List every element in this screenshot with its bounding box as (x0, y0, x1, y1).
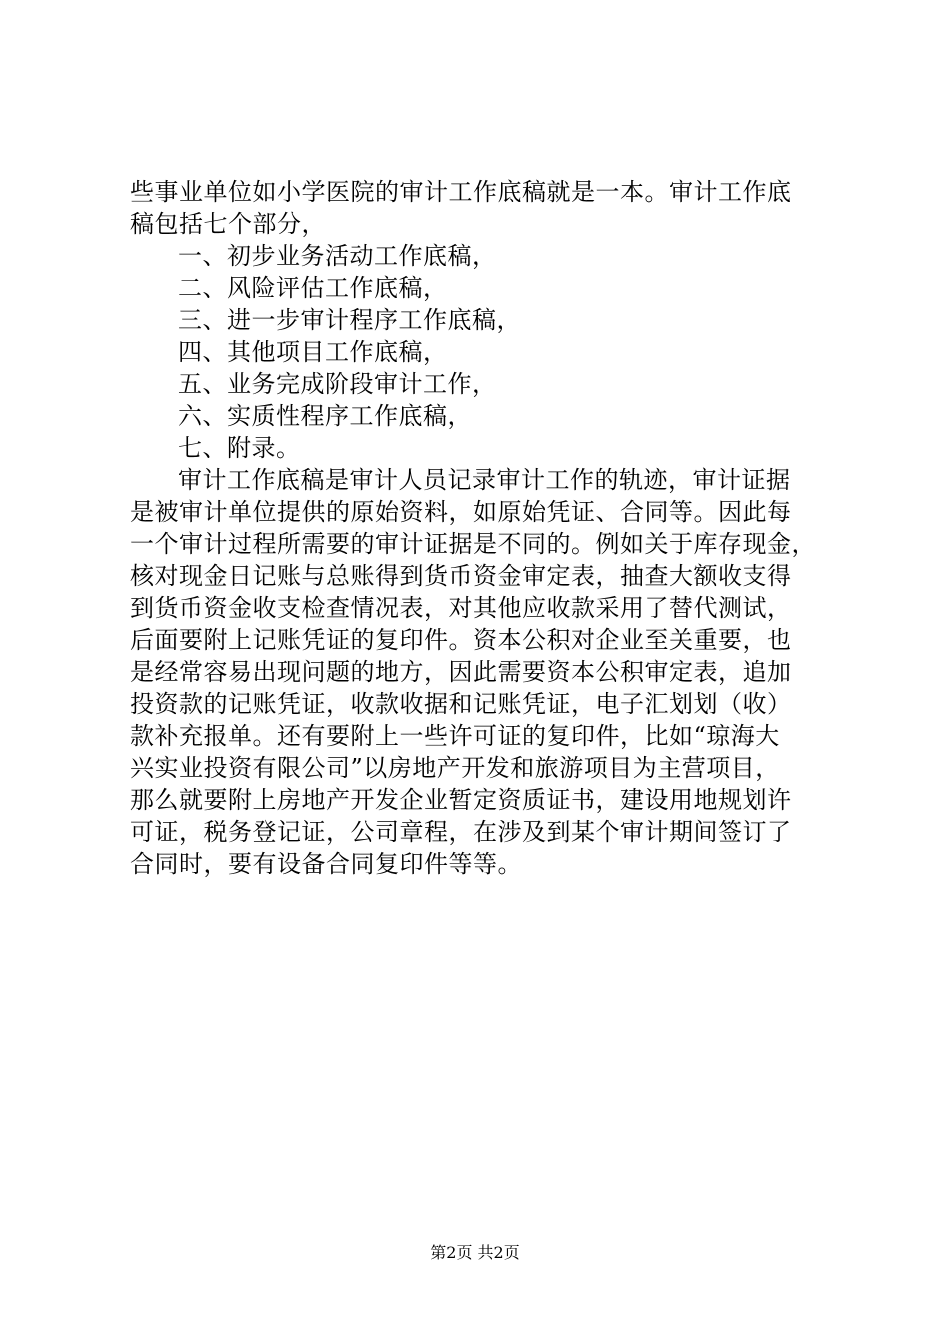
text-line: 后面要附上记账凭证的复印件。资本公积对企业至关重要，也 (130, 626, 792, 654)
text-line: 是被审计单位提供的原始资料，如原始凭证、合同等。因此每 (130, 498, 792, 526)
text-line: 可证，税务登记证，公司章程，在涉及到某个审计期间签订了 (130, 818, 792, 846)
list-item: 五、业务完成阶段审计工作， (178, 370, 497, 398)
text-line: 那么就要附上房地产开发企业暂定资质证书，建设用地规划许 (130, 786, 792, 814)
text-line: 是经常容易出现问题的地方，因此需要资本公积审定表，追加 (130, 658, 792, 686)
list-item: 四、其他项目工作底稿， (178, 338, 448, 366)
text-line: 兴实业投资有限公司”以房地产开发和旅游项目为主营项目， (130, 754, 780, 782)
list-item: 二、风险评估工作底稿， (178, 274, 448, 302)
text-line: 合同时，要有设备合同复印件等等。 (130, 850, 522, 878)
page-number-footer: 第2页 共2页 (430, 1243, 520, 1262)
list-item: 七、附录。 (178, 434, 301, 462)
text-line: 稿包括七个部分， (130, 210, 326, 238)
text-line: 核对现金日记账与总账得到货币资金审定表，抽查大额收支得 (130, 562, 792, 590)
list-item: 六、实质性程序工作底稿， (178, 402, 472, 430)
paragraph-first-line: 审计工作底稿是审计人员记录审计工作的轨迹，审计证据 (178, 466, 791, 494)
text-line: 投资款的记账凭证，收款收据和记账凭证，电子汇划划（收） (130, 690, 792, 718)
text-line: 款补充报单。还有要附上一些许可证的复印件，比如“琼海大 (130, 722, 780, 750)
text-line: 一个审计过程所需要的审计证据是不同的。例如关于库存现金， (130, 530, 816, 558)
document-body (130, 176, 830, 880)
text-line: 到货币资金收支检查情况表，对其他应收款采用了替代测试， (130, 594, 792, 622)
list-item: 一、初步业务活动工作底稿， (178, 242, 497, 270)
list-item: 三、进一步审计程序工作底稿， (178, 306, 521, 334)
text-line: 些事业单位如小学医院的审计工作底稿就是一本。审计工作底 (130, 178, 792, 206)
